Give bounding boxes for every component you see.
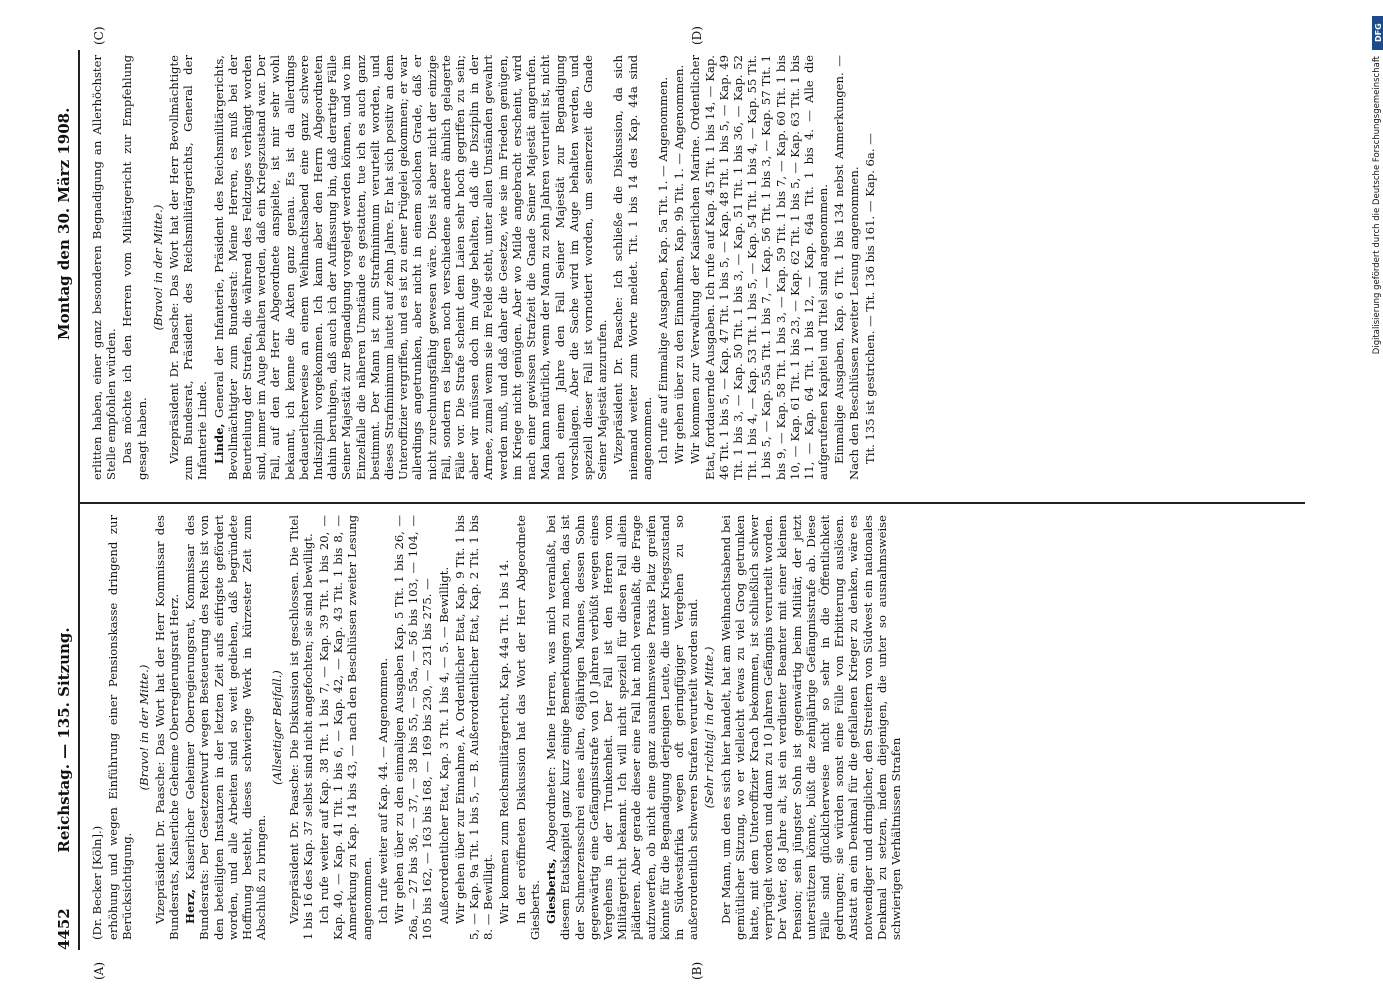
margin-mark-a: (A) [92, 961, 106, 980]
session-date: Montag den 30. März 1908. [55, 107, 73, 340]
margin-mark-c: (C) [92, 26, 106, 45]
paragraph [672, 55, 686, 480]
paragraph [106, 515, 134, 940]
paragraph-text: Der Mann, um den es sich hier handelt, hat am Weihnachtsabend bei gemütlicher Sitzung, wo er vielleicht etwas zu viel Grog getrunken hatte, mit dem Unteroffizier Krach bekommen, ist schließlich schwer verprügelt worden und dann zu 10 Jahren Gefängnis verurteilt worden. Der Vater, 68 Jahre alt, ist ein verdienter Beamter mit einer kleinen Pension; sein jüngster Sohn ist gegenwärtig beim Militär, der jetzt unterstützen könnte, büßt die zehnjährige Gefängnisstrafe ab. Diese Fälle sind glücklicherweise nicht so sehr in die Öffentlichkeit gedrungen; sie würden sonst eine Fülle von Erbitterung auslösen. Anstatt an ein Denkmal für die gefallenen Krieger zu denken, wäre es notwendiger und dringlicher, den Streitern von Südwest ein nationales Denkmal zu setzen, indem diejenigen, die unter so ausnahmsweise schwierigen Verhältnissen Strafen [718, 515, 903, 940]
paragraph [437, 515, 451, 940]
paragraph [90, 515, 104, 940]
paragraph [317, 515, 374, 940]
paragraph-text: Wir gehen über zu den einmaligen Ausgaben Kap. 5 Tit. 1 bis 26, — 26a, — 27 bis 36, — 37, — 38 bis 55, — 55a, — 56 bis 103, — 104, — 105 bis 162, — 163 bis 168, — 169 bis 230, — 231 bis 275. — [392, 515, 435, 940]
funding-note: Digitalisierung gefördert durch die Deutsche Forschungsgemeinschaft [1372, 56, 1382, 355]
speaker-name: Giesberts, [544, 858, 559, 924]
paragraph-text: Vizepräsident Dr. Paasche: Das Wort hat der Herr Bevollmächtigte zum Bundesrat, Präsident des Reichsmilitärgerichts, General der Infanterie Linde. [167, 55, 210, 480]
paragraph-text: Ich rufe weiter auf Kap. 38 Tit. 1 bis 7, — Kap. 39 Tit. 1 bis 20, — Kap. 40, — Kap. 41 Tit. 1 bis 6, — Kap. 42, — Kap. 43 Tit. 1 bis 8, — Anmerkung zu Kap. 14 bis 43, — nach den Beschlüssen zweiter Lesung angenommen. [317, 515, 374, 940]
paragraph-text: (Dr. Becker [Köln].) [90, 825, 104, 940]
speaker-name: Linde, [211, 423, 226, 464]
paragraph-text: Das möchte ich den Herren vom Militärgericht zur Empfehlung gesagt haben. [120, 55, 149, 480]
paragraph [611, 55, 654, 480]
paragraph-text: Tit. 135 ist gestrichen. — Tit. 136 bis 161. — Kap. 6a. — [862, 133, 877, 464]
page-number: 4452 [55, 908, 73, 950]
paragraph-text: erlitten haben, einer ganz besonderen Begnadigung an Allerhöchster Stelle empfohlen würden. [90, 55, 119, 480]
paragraph-text: (Sehr richtig! in der Mitte.) [702, 646, 717, 809]
paragraph [863, 55, 877, 480]
paragraph-text: Ich rufe auf Einmalige Ausgaben, Kap. 5a Tit. 1. — Angenommen. [655, 76, 670, 464]
paragraph [832, 55, 860, 480]
paragraph [688, 55, 830, 480]
paragraph-text: Ich rufe weiter auf Kap. 44. — Angenommen. [375, 657, 390, 924]
paragraph-text: Vizepräsident Dr. Paasche: Das Wort hat der Herr Kommissar des Bundesrats, Kaiserliche Geheime Oberregierungsrat Herz. [152, 515, 182, 940]
margin-mark-b: (B) [690, 961, 704, 980]
paragraph [497, 515, 511, 940]
paragraph [719, 515, 904, 940]
paragraph-text: Außerordentlicher Etat, Kap. 3 Tit. 1 bis 4, — 5. — Bewilligt. [436, 566, 451, 924]
paragraph [167, 55, 210, 480]
margin-mark-d: (D) [690, 26, 704, 45]
paragraph [392, 515, 435, 940]
paragraph-text: Vizepräsident Dr. Paasche: Ich schließe die Diskussion, da sich niemand weiter zum Worte meldet. Tit. 1 bis 14 des Kap. 44a sind angenommen. [611, 55, 654, 480]
left-text-column [90, 515, 905, 940]
paragraph-text: Wir gehen über zur Einnahme, A. Ordentlicher Etat, Kap. 9 Tit. 1 bis 5, — Kap. 9a Tit. 1 bis 5, — B. Außerordentlicher Etat, Kap. 2 Tit. 1 bis 8. — Bewilligt. [452, 515, 496, 940]
stage-direction [270, 515, 284, 940]
stage-direction [137, 515, 151, 940]
stage-direction [151, 55, 165, 480]
stage-direction [702, 515, 716, 940]
paragraph-text: Vizepräsident Dr. Paasche: Die Diskussion ist geschlossen. Die Titel 1 bis 16 des Kap. 37 selbst sind nicht angefochten; sie sind bewilligt. [286, 515, 315, 940]
funding-sidebar [1372, 8, 1383, 992]
paragraph-text: Wir kommen zur Verwaltung der Kaiserlichen Marine. Ordentlicher Etat, fortdauernde Ausgaben. Ich rufe auf Kap. 45 Tit. 1 bis 14, — Kap. 46 Tit. 1 bis 5, — Kap. 47 Tit. 1 bis 5, — Kap. 48 Tit. 1 bis 5, — Kap. 49 Tit. 1 bis 3, — Kap. 50 Tit. 1 bis 3, — Kap. 51 Tit. 1 bis 36, — Kap. 52 Tit. 1 bis 4, — Kap. 53 Tit. 1 bis 5, — Kap. 54 Tit. 1 bis 4, — Kap. 55 Tit. 1 bis 5, — Kap. 55a Tit. 1 bis 7, — Kap. 56 Tit. 1 bis 3, — Kap. 57 Tit. 1 bis 9, — Kap. 58 Tit. 1 bis 3, — Kap. 59 Tit. 1 bis 7, — Kap. 60 Tit. 1 bis 10, — Kap. 61 Tit. 1 bis 23, — Kap. 62 Tit. 1 bis 5, — Kap. 63 Tit. 1 bis 11, — Kap. 64 Tit. 1 bis 12, — Kap. 64a Tit. 1 bis 4. — Alle die aufgerufenen Kapitel und Titel sind angenommen. [688, 55, 831, 480]
paragraph [183, 515, 268, 940]
speaker-name: Herz, [183, 888, 198, 924]
paragraph-text: (Bravo! in der Mitte.) [150, 204, 165, 331]
paragraph [376, 515, 390, 940]
right-text-column [90, 55, 879, 480]
paragraph-text: Wir kommen zum Reichsmilitärgericht, Kap. 44a Tit. 1 bis 14. [497, 559, 512, 924]
paragraph-text: erhöhung und wegen Einführung einer Pensionskasse dringend zur Berücksichtigung. [106, 515, 135, 940]
session-title: Reichstag. — 135. Sitzung. [55, 627, 73, 853]
paragraph-text: (Bravo! in der Mitte.) [136, 664, 151, 791]
paragraph [212, 55, 610, 480]
dfg-logo: DFG [1372, 16, 1383, 50]
paragraph [544, 515, 700, 940]
paragraph-text: Wir gehen über zu den Einnahmen, Kap. 9b Tit. 1. — Angenommen. [672, 64, 687, 464]
paragraph-text: (Allseitiger Beifall.) [270, 670, 285, 785]
paragraph-text: Kaiserlicher Geheimer Oberregierungsrat, Kommissar des Bundesrats: Der Gesetzentwurf wegen Besteuerung des Reichs ist von den beteiligten Instanzen in der letzten Zeit aufs eifrigste gefördert worden, und alle Arbeiten sind so weit gediehen, daß begründete Hoffnung besteht, dieses schwierige Werk in kürzester Zeit zum Abschluß zu bringen. [183, 515, 269, 940]
paragraph [453, 515, 496, 940]
paragraph-text: Einmalige Ausgaben, Kap. 6 Tit. 1 bis 134 nebst Anmerkungen. — Nach den Beschlüssen zweiter Lesung angenommen. [832, 55, 861, 480]
paragraph [514, 515, 542, 940]
paragraph [90, 55, 118, 480]
paragraph-text: General der Infanterie, Präsident des Reichsmilitärgerichts, Bevollmächtigter zum Bundesrat: Meine Herren, es muß bei der Beurteilung der Strafen, die während des Feldzuges verhängt worden sind, immer im Auge behalten werden, daß ein Kriegszustand war. Der Fall, auf den der Herr Abgeordnete anspielte, ist mir sehr wohl bekannt, ich kenne die Akten ganz genau. Es ist da allerdings bedauerlicherweise an einem Weihnachtsabend eine ganz schwere Indisziplin vorgekommen. Ich kann aber den Herrn Abgeordneten dahin beruhigen, daß auch ich der Auffassung bin, daß derartige Fälle Seiner Majestät zur Begnadigung vorgelegt werden können, und wo im Einzelfalle die näheren Umstände es gestatten, tue ich es auch ganz bestimmt. Der Mann ist zum Strafminimum verurteilt worden, und dieses Strafminimum lautet auf zehn Jahre. Er hat sich positiv an dem Unteroffizier vergriffen, und es ist zu einer Prügelei gekommen; er war allerdings angetrunken, aber nicht in einem solchen Grade, daß er nicht zurechnungsfähig gewesen wäre. Dies ist aber nicht der einzige Fall, sondern es liegen noch verschiedene andere ähnlich gelagerte Fälle vor. Die Strafe scheint dem Laien sehr hoch gegriffen zu sein; aber wir müssen doch im Auge behalten, daß die Disziplin in der Armee, zumal wenn sie im Felde steht, unter allen Umständen gewahrt werden muß, und daß daher die Gesetze, wie sie im Frieden genügen, im Kriege nicht genügen. Aber wo Milde angebracht erscheint, wird nach einer gewissen Strafzeit die Gnade Seiner Majestät angerufen. Man kann natürlich, wenn der Mann zu zehn Jahren verurteilt ist, nicht nach einem Jahre den Fall Seiner Majestät zur Begnadigung vorschlagen. Aber die Sache wird im Auge behalten werden, und speziell dieser Fall ist vornotiert worden, um seinerzeit die Gnade Seiner Majestät anzurufen. [211, 55, 610, 480]
paragraph [120, 55, 148, 480]
column-divider [80, 502, 1305, 504]
page-header [55, 50, 75, 950]
header-rule [78, 50, 80, 950]
paragraph-text: In der eröffneten Diskussion hat das Wort der Herr Abgeordnete Giesberts. [513, 515, 542, 940]
paragraph [153, 515, 181, 940]
paragraph [287, 515, 315, 940]
paragraph-text: Abgeordneter: Meine Herren, was mich veranlaßt, bei diesem Etatskapitel ganz kurz einige Bemerkungen zu machen, das ist der Schmerzensschrei eines alten, 68jährigen Mannes, dessen Sohn gegenwärtig eine Gefängnisstrafe von 10 Jahren verbüßt wegen eines Vergehens in der Trunkenheit. Der Fall ist den Herren vom Militärgericht bekannt. Ich will nicht speziell für diesen Fall allein plädieren. Aber gerade dieser eine Fall hat mich veranlaßt, die Frage aufzuwerfen, ob nicht eine ganz ausnahmsweise Praxis Platz greifen könnte für die Begnadigung derjenigen Leute, die unter Kriegszustand in Südwestafrika wegen oft geringfügiger Vergehen zu so außerordentlich schweren Strafen verurteilt worden sind. [544, 514, 701, 940]
paragraph [656, 55, 670, 480]
